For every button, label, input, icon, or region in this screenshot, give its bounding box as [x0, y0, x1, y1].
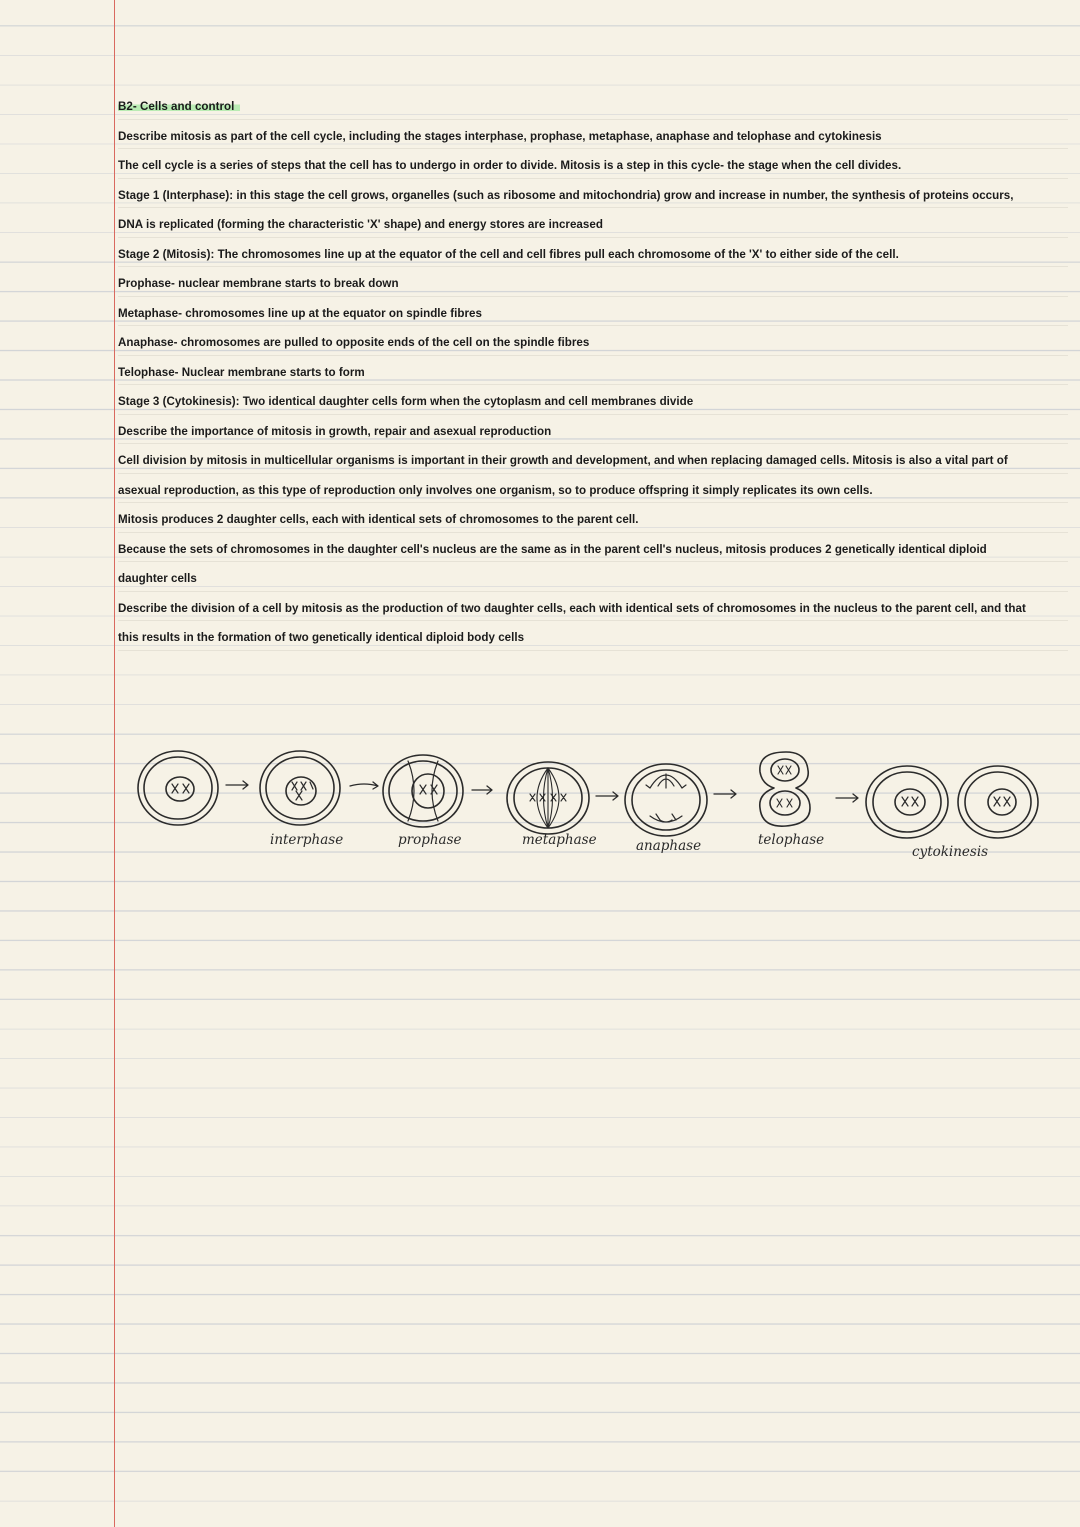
note-line: daughter cells: [118, 564, 1068, 594]
label-interphase: interphase: [270, 832, 344, 848]
mitosis-diagram: [120, 728, 1060, 878]
label-anaphase: anaphase: [636, 838, 702, 854]
cell-telophase-drawing: [760, 752, 810, 826]
margin-line: [114, 0, 115, 1527]
cell-prophase-drawing: [383, 755, 463, 827]
page-title: B2- Cells and control: [118, 92, 1068, 122]
cell-interphase-drawing: [260, 751, 340, 825]
label-prophase: prophase: [398, 832, 462, 848]
note-line: Cell division by mitosis in multicellular organisms is important in their growth and development, and when replacing damaged cells. Mitosis is also a vital part of: [118, 446, 1068, 476]
cell-anaphase-drawing: [625, 764, 707, 836]
note-line: asexual reproduction, as this type of reproduction only involves one organism, so to produce offspring it simply replicates its own cells.: [118, 476, 1068, 506]
note-line: Stage 3 (Cytokinesis): Two identical daughter cells form when the cytoplasm and cell membranes divide: [118, 387, 1068, 417]
arrow-icon: [836, 794, 858, 802]
cell-start-drawing: [138, 751, 218, 825]
arrow-icon: [472, 786, 492, 794]
note-line: Stage 2 (Mitosis): The chromosomes line up at the equator of the cell and cell fibres pull each chromosome of the 'X' to either side of the cell.: [118, 240, 1068, 270]
arrow-icon: [226, 781, 248, 789]
label-telophase: telophase: [758, 832, 825, 848]
note-line: Describe mitosis as part of the cell cycle, including the stages interphase, prophase, metaphase, anaphase and telophase and cytokinesis: [118, 122, 1068, 152]
note-line: Because the sets of chromosomes in the daughter cell's nucleus are the same as in the parent cell's nucleus, mitosis produces 2 genetically identical diploid: [118, 535, 1068, 565]
note-line: Stage 1 (Interphase): in this stage the cell grows, organelles (such as ribosome and mitochondria) grow and increase in number, the synthesis of proteins occurs,: [118, 181, 1068, 211]
label-metaphase: metaphase: [522, 832, 597, 848]
note-line: The cell cycle is a series of steps that the cell has to undergo in order to divide. Mitosis is a step in this cycle- the stage when the cell divides.: [118, 151, 1068, 181]
arrow-icon: [714, 790, 736, 798]
note-line: Describe the division of a cell by mitosis as the production of two daughter cells, each with identical sets of chromosomes in the nucleus to the parent cell, and that: [118, 594, 1068, 624]
note-line: DNA is replicated (forming the characteristic 'X' shape) and energy stores are increased: [118, 210, 1068, 240]
cell-cytokinesis-left-drawing: [866, 766, 948, 838]
note-line: this results in the formation of two genetically identical diploid body cells: [118, 623, 1068, 653]
label-cytokinesis: cytokinesis: [912, 844, 989, 860]
cell-metaphase-drawing: [507, 762, 589, 834]
cell-cytokinesis-right-drawing: [958, 766, 1038, 838]
notes-body: [118, 92, 1068, 653]
note-line: Metaphase- chromosomes line up at the equator on spindle fibres: [118, 299, 1068, 329]
note-line: Prophase- nuclear membrane starts to break down: [118, 269, 1068, 299]
note-line: Mitosis produces 2 daughter cells, each with identical sets of chromosomes to the parent cell.: [118, 505, 1068, 535]
arrow-icon: [596, 792, 618, 800]
arrow-icon: [350, 782, 378, 789]
note-line: Anaphase- chromosomes are pulled to opposite ends of the cell on the spindle fibres: [118, 328, 1068, 358]
note-line: Telophase- Nuclear membrane starts to form: [118, 358, 1068, 388]
note-line: Describe the importance of mitosis in growth, repair and asexual reproduction: [118, 417, 1068, 447]
